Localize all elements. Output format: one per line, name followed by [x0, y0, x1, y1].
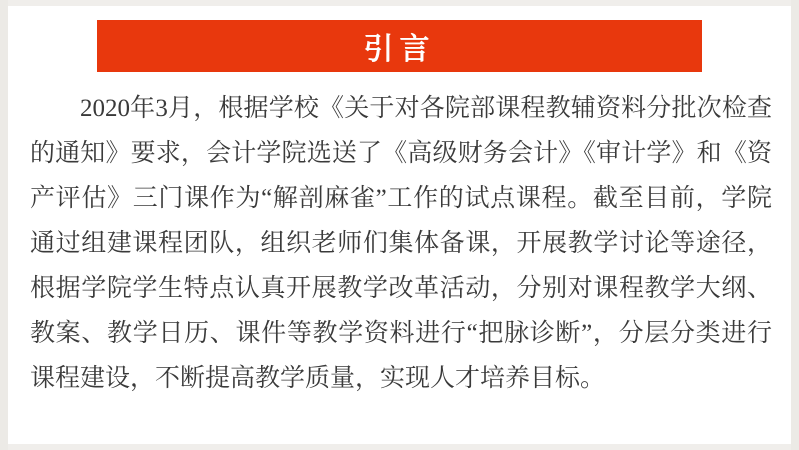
- slide-title-banner: [97, 20, 702, 72]
- slide-edge-left: [0, 0, 8, 450]
- slide-edge-right: [791, 0, 799, 450]
- slide-edge-top: [0, 0, 799, 6]
- slide-edge-bottom: [0, 444, 799, 450]
- slide-body-text: 2020年3月，根据学校《关于对各院部课程教辅资料分批次检查的通知》要求，会计学院选送了《高级财务会计》《审计学》和《资产评估》三门课作为“解剖麻雀”工作的试点课程。截至目前，学院通过组建课程团队，组织老师们集体备课，开展教学讨论等途径，根据学院学生特点认真开展教学改革活动，分别对课程教学大纲、教案、教学日历、课件等教学资料进行“把脉诊断”，分层分类进行课程建设，不断提高教学质量，实现人才培养目标。: [30, 95, 772, 392]
- slide-title: 引言: [363, 33, 436, 66]
